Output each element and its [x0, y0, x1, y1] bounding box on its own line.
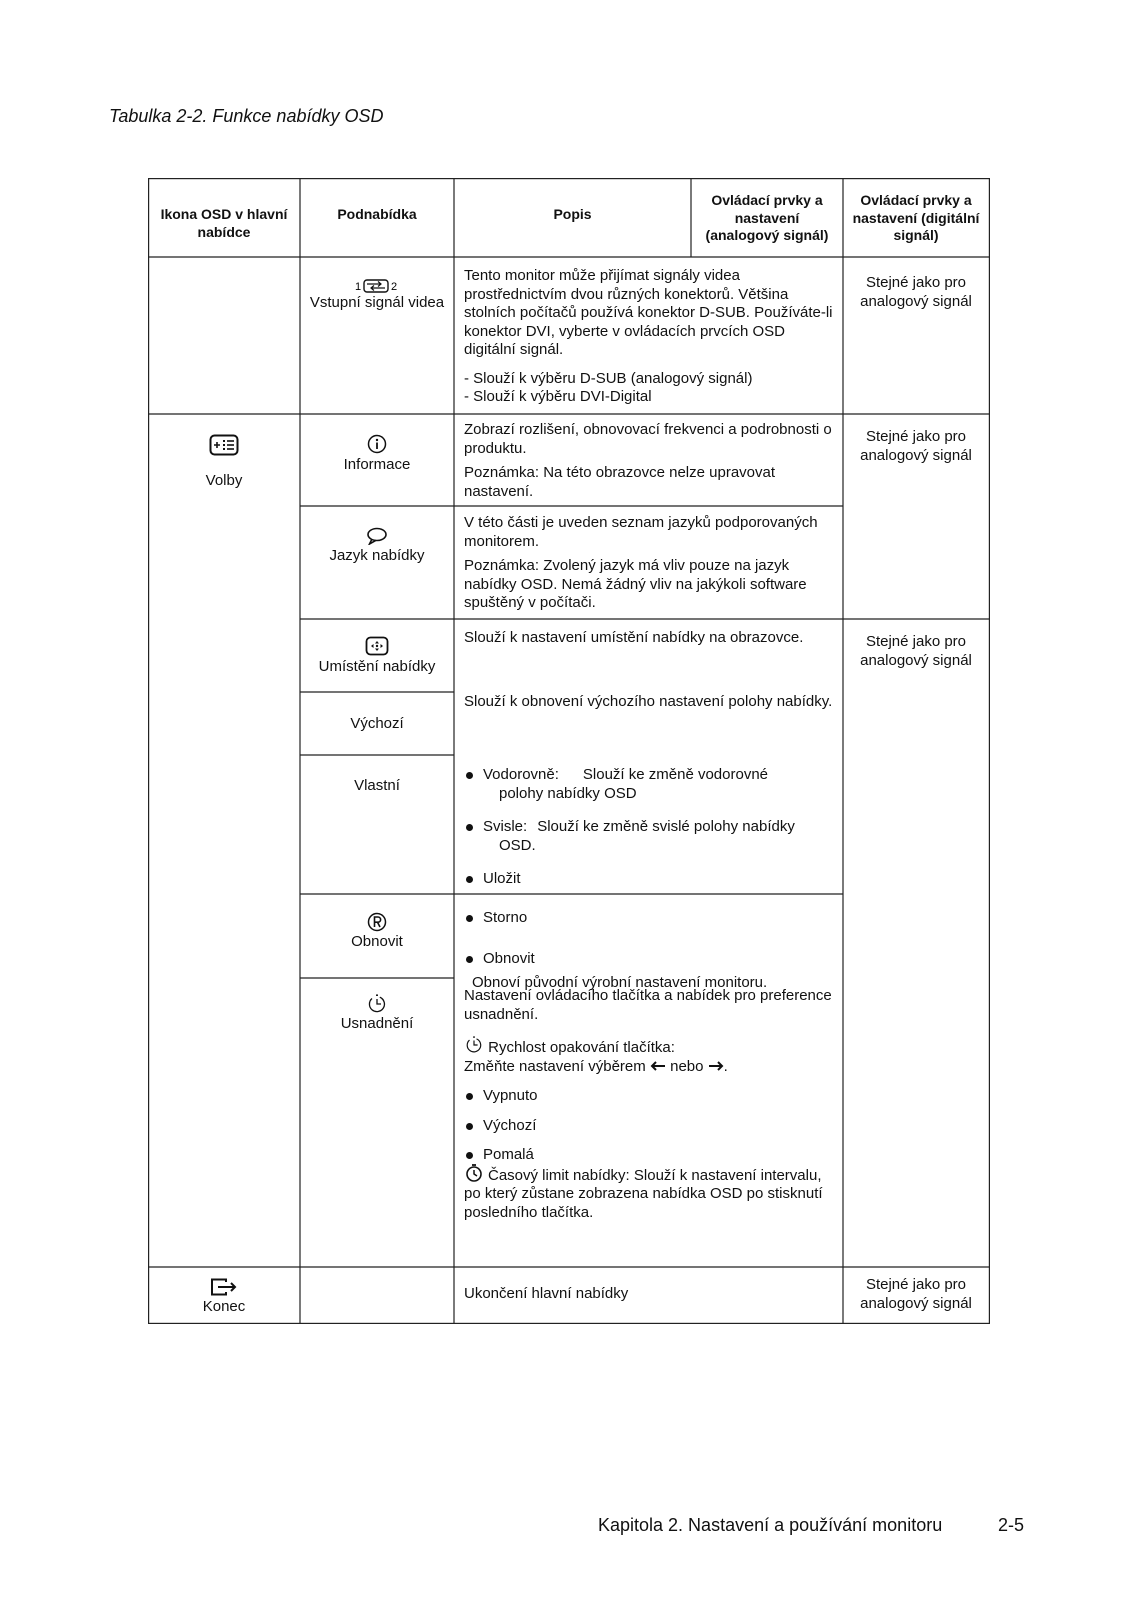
desc-note: Poznámka: Na této obrazovce nelze upravovat nastavení. — [464, 464, 776, 500]
digital-same-input: Stejné jako pro analogový signál — [860, 274, 972, 310]
menu-exit-label: Konec — [202, 1298, 246, 1315]
submenu-menu-position — [300, 636, 454, 677]
desc-language — [464, 514, 836, 613]
menu-options — [148, 434, 300, 491]
submenu-language — [300, 527, 454, 566]
desc-reset — [464, 909, 836, 993]
timeout-text: Časový limit nabídky: Slouží k nastavení intervalu, po který zůstane zobrazena nabídka OSD po stisknutí posledního tlačítka. — [464, 1166, 823, 1221]
info-icon — [367, 434, 387, 454]
svg-text:2: 2 — [391, 281, 398, 293]
submenu-input-signal — [300, 278, 454, 313]
repeat-title-text: Rychlost opakování tlačítka: — [488, 1039, 675, 1056]
reset-cancel: Storno — [464, 909, 836, 928]
menu-timeout — [464, 1165, 836, 1223]
submenu-label: Informace — [343, 456, 411, 473]
table-caption: Tabulka 2-2. Funkce nabídky OSD — [109, 106, 384, 126]
header-description: Popis — [553, 206, 592, 222]
header-digital: Ovládací prvky a nastavení (digitální signál) — [852, 192, 980, 243]
arrow-left-icon — [650, 1059, 666, 1071]
desc-input-signal — [464, 267, 836, 407]
digital-same-options: Stejné jako pro analogový signál — [860, 428, 972, 464]
header-analog: Ovládací prvky a nastavení (analogový signál) — [705, 192, 829, 243]
repeat-rate-title — [464, 1036, 836, 1058]
repeat-default: Výchozí — [464, 1117, 836, 1136]
horizontal-key: Vodorovně: — [483, 766, 559, 783]
menu-exit — [148, 1278, 300, 1317]
digital-same-position: Stejné jako pro analogový signál — [860, 633, 972, 669]
desc-note: Poznámka: Zvolený jazyk má vliv pouze na jazyk nabídky OSD. Nemá žádný vliv na jakýkoli software spuštěný v počítači. — [464, 557, 807, 611]
exit-icon — [210, 1278, 238, 1296]
submenu-default: Výchozí — [350, 715, 404, 732]
desc-text: Nastavení ovládacího tlačítka a nabídek pro preference usnadnění. — [464, 987, 832, 1023]
submenu-accessibility — [300, 994, 454, 1034]
timer-icon — [367, 994, 387, 1014]
submenu-label: Obnovit — [351, 933, 403, 950]
footer-chapter: Kapitola 2. Nastavení a používání monitoru — [598, 1515, 943, 1535]
desc-text: V této části je uveden seznam jazyků podporovaných monitorem. — [464, 514, 818, 550]
options-menu-icon — [209, 434, 239, 456]
horizontal-cont: polohy nabídky OSD — [499, 784, 637, 802]
reset-option: Obnovit — [464, 950, 836, 969]
desc-custom — [464, 766, 836, 889]
desc-text: Zobrazí rozlišení, obnovovací frekvenci a podrobnosti o produktu. — [464, 421, 832, 457]
submenu-information — [300, 434, 454, 475]
repeat-change: Změňte nastavení výběrem nebo . — [464, 1057, 728, 1075]
horizontal-text: Slouží ke změně vodorovné — [582, 766, 769, 783]
submenu-reset — [300, 912, 454, 952]
vertical-key: Svisle: — [483, 818, 528, 835]
option-dsub: - Slouží k výběru D-SUB (analogový signál) — [464, 369, 753, 387]
submenu-label: Usnadnění — [340, 1015, 414, 1032]
footer-page-number: 2-5 — [998, 1515, 1025, 1535]
vertical-cont: OSD. — [499, 836, 536, 854]
svg-text:1: 1 — [355, 281, 362, 293]
reset-r-icon — [367, 912, 387, 932]
desc-accessibility — [464, 987, 836, 1222]
reset-desc: Obnoví původní výrobní nastavení monitoru. — [472, 974, 768, 991]
repeat-or-text: nebo — [670, 1057, 704, 1075]
header-icon: Ikona OSD v hlavní nabídce — [160, 206, 288, 240]
vertical-text: Slouží ke změně svislé polohy nabídky — [537, 818, 795, 835]
custom-horizontal — [464, 766, 836, 785]
input-switch-icon — [354, 278, 400, 294]
header-submenu: Podnabídka — [337, 206, 417, 222]
custom-vertical — [464, 818, 836, 837]
speech-bubble-icon — [366, 527, 388, 545]
custom-save: Uložit — [464, 870, 836, 889]
menu-options-label: Volby — [205, 472, 243, 489]
desc-text: Tento monitor může přijímat signály videa prostřednictvím dvou různých konektorů. Většina stolních počítačů používá konektor D-SUB. Používáte-li konektor DVI, vyberte v ovládacích prvcích OSD digitální signál. — [464, 267, 833, 358]
submenu-label: Vstupní signál videa — [309, 294, 445, 311]
submenu-label: Umístění nabídky — [318, 658, 436, 675]
repeat-off: Vypnuto — [464, 1087, 836, 1106]
osd-functions-table — [148, 178, 990, 1324]
submenu-label: Jazyk nabídky — [329, 547, 425, 564]
stopwatch-icon — [464, 1163, 484, 1183]
desc-information — [464, 421, 836, 501]
submenu-custom: Vlastní — [354, 777, 400, 794]
repeat-timer-icon — [464, 1036, 484, 1054]
desc-menu-position: Slouží k nastavení umístění nabídky na obrazovce. — [464, 629, 804, 646]
repeat-change-text: Změňte nastavení výběrem — [464, 1057, 646, 1075]
digital-same-exit: Stejné jako pro analogový signál — [860, 1276, 972, 1312]
arrow-right-icon — [708, 1059, 724, 1071]
option-dvi: - Slouží k výběru DVI-Digital — [464, 388, 652, 405]
menu-position-icon — [365, 636, 389, 656]
desc-exit: Ukončení hlavní nabídky — [464, 1285, 629, 1302]
repeat-slow: Pomalá — [464, 1146, 836, 1165]
desc-default: Slouží k obnovení výchozího nastavení polohy nabídky. — [464, 693, 833, 710]
